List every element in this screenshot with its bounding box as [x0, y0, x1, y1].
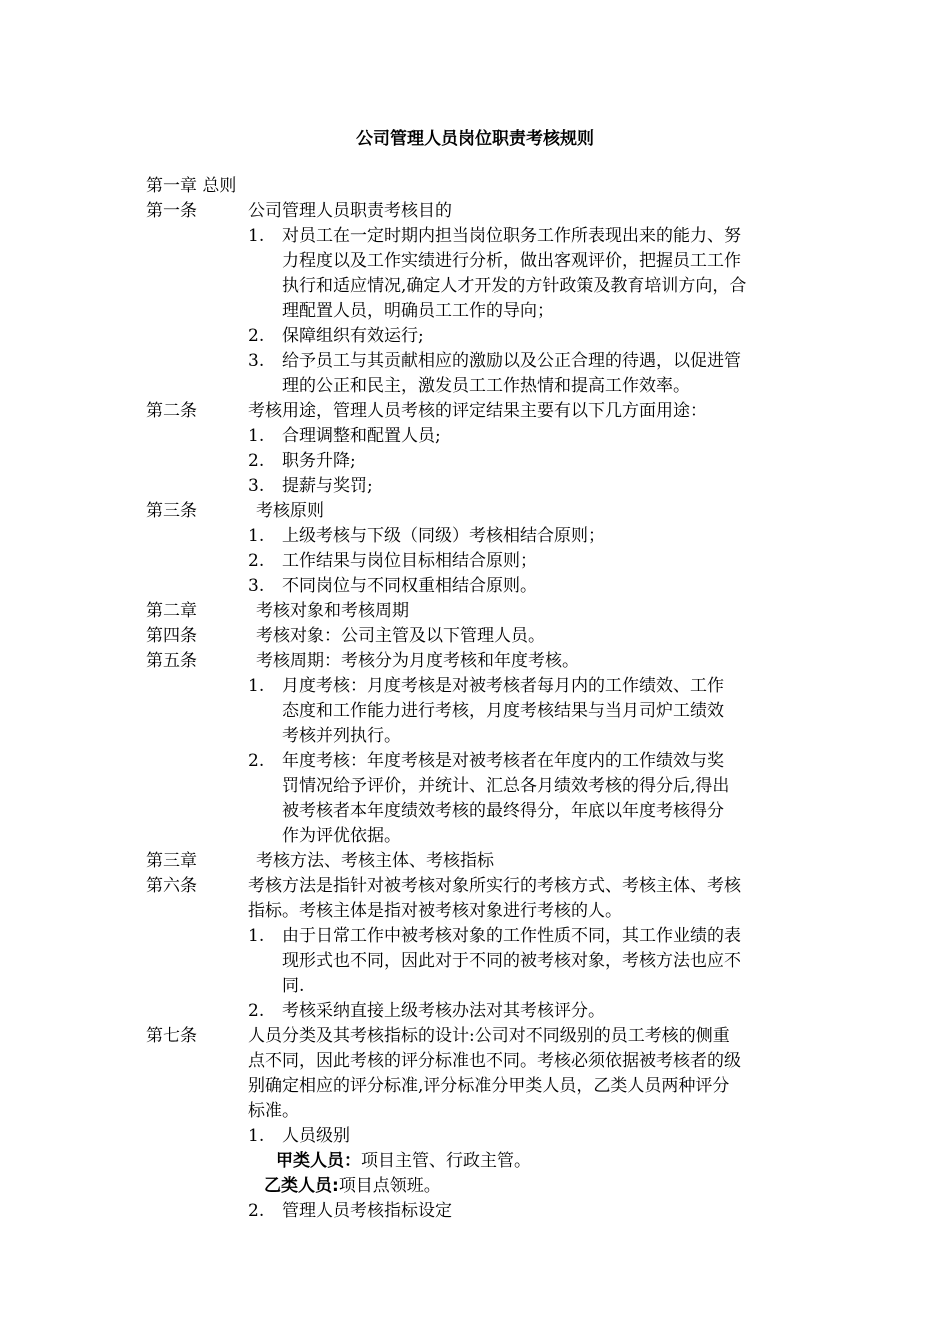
list-item-text: 由于日常工作中被考核对象的工作性质不同，其工作业绩的表: [282, 926, 741, 946]
document-line: [0, 824, 950, 849]
document-line: [0, 499, 950, 524]
document-line: [0, 474, 950, 499]
list-item-text: 年度考核：年度考核是对被考核者在年度内的工作绩效与奖: [282, 751, 724, 771]
document-line: [0, 199, 950, 224]
document-line: [0, 274, 950, 299]
document-line: [0, 299, 950, 324]
document-line: [0, 699, 950, 724]
list-item-text: 考核采纳直接上级考核办法对其考核评分。: [282, 1001, 605, 1021]
article-label: 第六条: [146, 876, 197, 896]
document-line: [0, 1074, 950, 1099]
article-label: 第二章: [146, 601, 197, 621]
list-number: 2.: [248, 451, 265, 471]
list-item-text: 给予员工与其贡献相应的激励以及公正合理的待遇，以促进管: [282, 351, 741, 371]
list-number: 2.: [248, 1001, 265, 1021]
article-text: 考核周期：考核分为月度考核和年度考核。: [256, 651, 579, 671]
personnel-category: [264, 1174, 441, 1199]
document-line: [0, 1049, 950, 1074]
document-line: [0, 1024, 950, 1049]
list-number: 2.: [248, 551, 265, 571]
article-text-continuation: 标准。: [248, 1101, 299, 1121]
list-number: 3.: [248, 576, 265, 596]
list-item-continuation: 力程度以及工作实绩进行分析，做出客观评价，把握员工工作: [282, 251, 741, 271]
list-item-text: 不同岗位与不同权重相结合原则。: [282, 576, 537, 596]
list-number: 1.: [248, 526, 265, 546]
list-item-continuation: 理的公正和民主，激发员工工作热情和提高工作效率。: [282, 376, 690, 396]
document-line: [0, 1124, 950, 1149]
list-item-text: 保障组织有效运行;: [282, 326, 424, 346]
document-line: [0, 799, 950, 824]
document-line: [0, 599, 950, 624]
document-line: [0, 574, 950, 599]
list-number: 1.: [248, 226, 265, 246]
article-text: 公司管理人员职责考核目的: [248, 201, 452, 221]
document-line: [0, 224, 950, 249]
document-line: [0, 999, 950, 1024]
document-line: [0, 549, 950, 574]
document-line: [0, 749, 950, 774]
document-line: [0, 249, 950, 274]
document-body: [0, 174, 950, 1224]
document-line: [0, 899, 950, 924]
document-line: [0, 849, 950, 874]
document-title: 公司管理人员岗位职责考核规则: [356, 129, 594, 149]
article-label: 第三章: [146, 851, 197, 871]
list-item-text: 人员级别: [282, 1126, 350, 1146]
category-label: 乙类人员:: [264, 1176, 339, 1196]
article-label: 第四条: [146, 626, 197, 646]
document-line: [0, 724, 950, 749]
personnel-category: [276, 1149, 531, 1174]
category-members: 项目点领班。: [338, 1176, 441, 1196]
list-number: 1.: [248, 926, 265, 946]
article-label: 第一条: [146, 201, 197, 221]
document-line: [0, 349, 950, 374]
list-number: 3.: [248, 351, 265, 371]
list-item-continuation: 罚情况给予评价，并统计、汇总各月绩效考核的得分后,得出: [282, 776, 730, 796]
article-text: 考核方法是指针对被考核对象所实行的考核方式、考核主体、考核: [248, 876, 741, 896]
document-line: [0, 1174, 950, 1199]
document-line: [0, 974, 950, 999]
document-line: [0, 399, 950, 424]
list-item-continuation: 考核并列执行。: [282, 726, 401, 746]
document-line: [0, 1099, 950, 1124]
list-item-text: 对员工在一定时期内担当岗位职务工作所表现出来的能力、努: [282, 226, 741, 246]
list-item-text: 月度考核：月度考核是对被考核者每月内的工作绩效、工作: [282, 676, 724, 696]
list-item-continuation: 理配置人员，明确员工工作的导向；: [282, 301, 554, 321]
list-number: 2.: [248, 751, 265, 771]
article-label: 第三条: [146, 501, 197, 521]
list-item-text: 提薪与奖罚;: [282, 476, 373, 496]
article-text: 考核原则: [256, 501, 324, 521]
article-text: 人员分类及其考核指标的设计:公司对不同级别的员工考核的侧重: [248, 1026, 730, 1046]
article-text: 考核用途，管理人员考核的评定结果主要有以下几方面用途：: [248, 401, 707, 421]
document-line: [0, 324, 950, 349]
list-item-text: 合理调整和配置人员;: [282, 426, 441, 446]
list-item-continuation: 现形式也不同，因此对于不同的被考核对象，考核方法也应不: [282, 951, 741, 971]
document-line: [0, 424, 950, 449]
article-label: 第七条: [146, 1026, 197, 1046]
article-text: 考核对象和考核周期: [256, 601, 409, 621]
article-text: 考核方法、考核主体、考核指标: [256, 851, 494, 871]
document-line: [0, 874, 950, 899]
list-item-text: 职务升降;: [282, 451, 356, 471]
list-item-text: 上级考核与下级（同级）考核相结合原则；: [282, 526, 605, 546]
document-line: [0, 674, 950, 699]
list-number: 1.: [248, 426, 265, 446]
list-number: 2.: [248, 1201, 265, 1221]
category-label: 甲类人员：: [276, 1151, 361, 1171]
list-item-continuation: 被考核者本年度绩效考核的最终得分，年底以年度考核得分: [282, 801, 724, 821]
document-line: [0, 624, 950, 649]
list-item-continuation: 态度和工作能力进行考核，月度考核结果与当月司炉工绩效: [282, 701, 724, 721]
article-label: 第五条: [146, 651, 197, 671]
document-line: [0, 1149, 950, 1174]
article-text-continuation: 指标。考核主体是指对被考核对象进行考核的人。: [248, 901, 622, 921]
document-line: [0, 374, 950, 399]
article-text-continuation: 点不同，因此考核的评分标准也不同。考核必须依据被考核者的级: [248, 1051, 741, 1071]
document-line: [0, 949, 950, 974]
document-line: [0, 924, 950, 949]
list-item-continuation: 同.: [282, 976, 305, 996]
list-number: 2.: [248, 326, 265, 346]
article-text-continuation: 别确定相应的评分标准,评分标准分甲类人员，乙类人员两种评分: [248, 1076, 730, 1096]
document-line: [0, 174, 950, 199]
list-item-text: 管理人员考核指标设定: [282, 1201, 452, 1221]
list-item-text: 工作结果与岗位目标相结合原则；: [282, 551, 537, 571]
list-item-continuation: 执行和适应情况,确定人才开发的方针政策及教育培训方向，合: [282, 276, 747, 296]
document-line: [0, 1199, 950, 1224]
list-number: 1.: [248, 1126, 265, 1146]
category-members: 项目主管、行政主管。: [361, 1151, 531, 1171]
document-line: [0, 524, 950, 549]
list-number: 3.: [248, 476, 265, 496]
article-label: 第二条: [146, 401, 197, 421]
article-text: 考核对象：公司主管及以下管理人员。: [256, 626, 545, 646]
document-line: [0, 649, 950, 674]
article-label: 第一章 总则: [146, 176, 237, 196]
list-item-continuation: 作为评优依据。: [282, 826, 401, 846]
list-number: 1.: [248, 676, 265, 696]
document-line: [0, 449, 950, 474]
document-line: [0, 774, 950, 799]
